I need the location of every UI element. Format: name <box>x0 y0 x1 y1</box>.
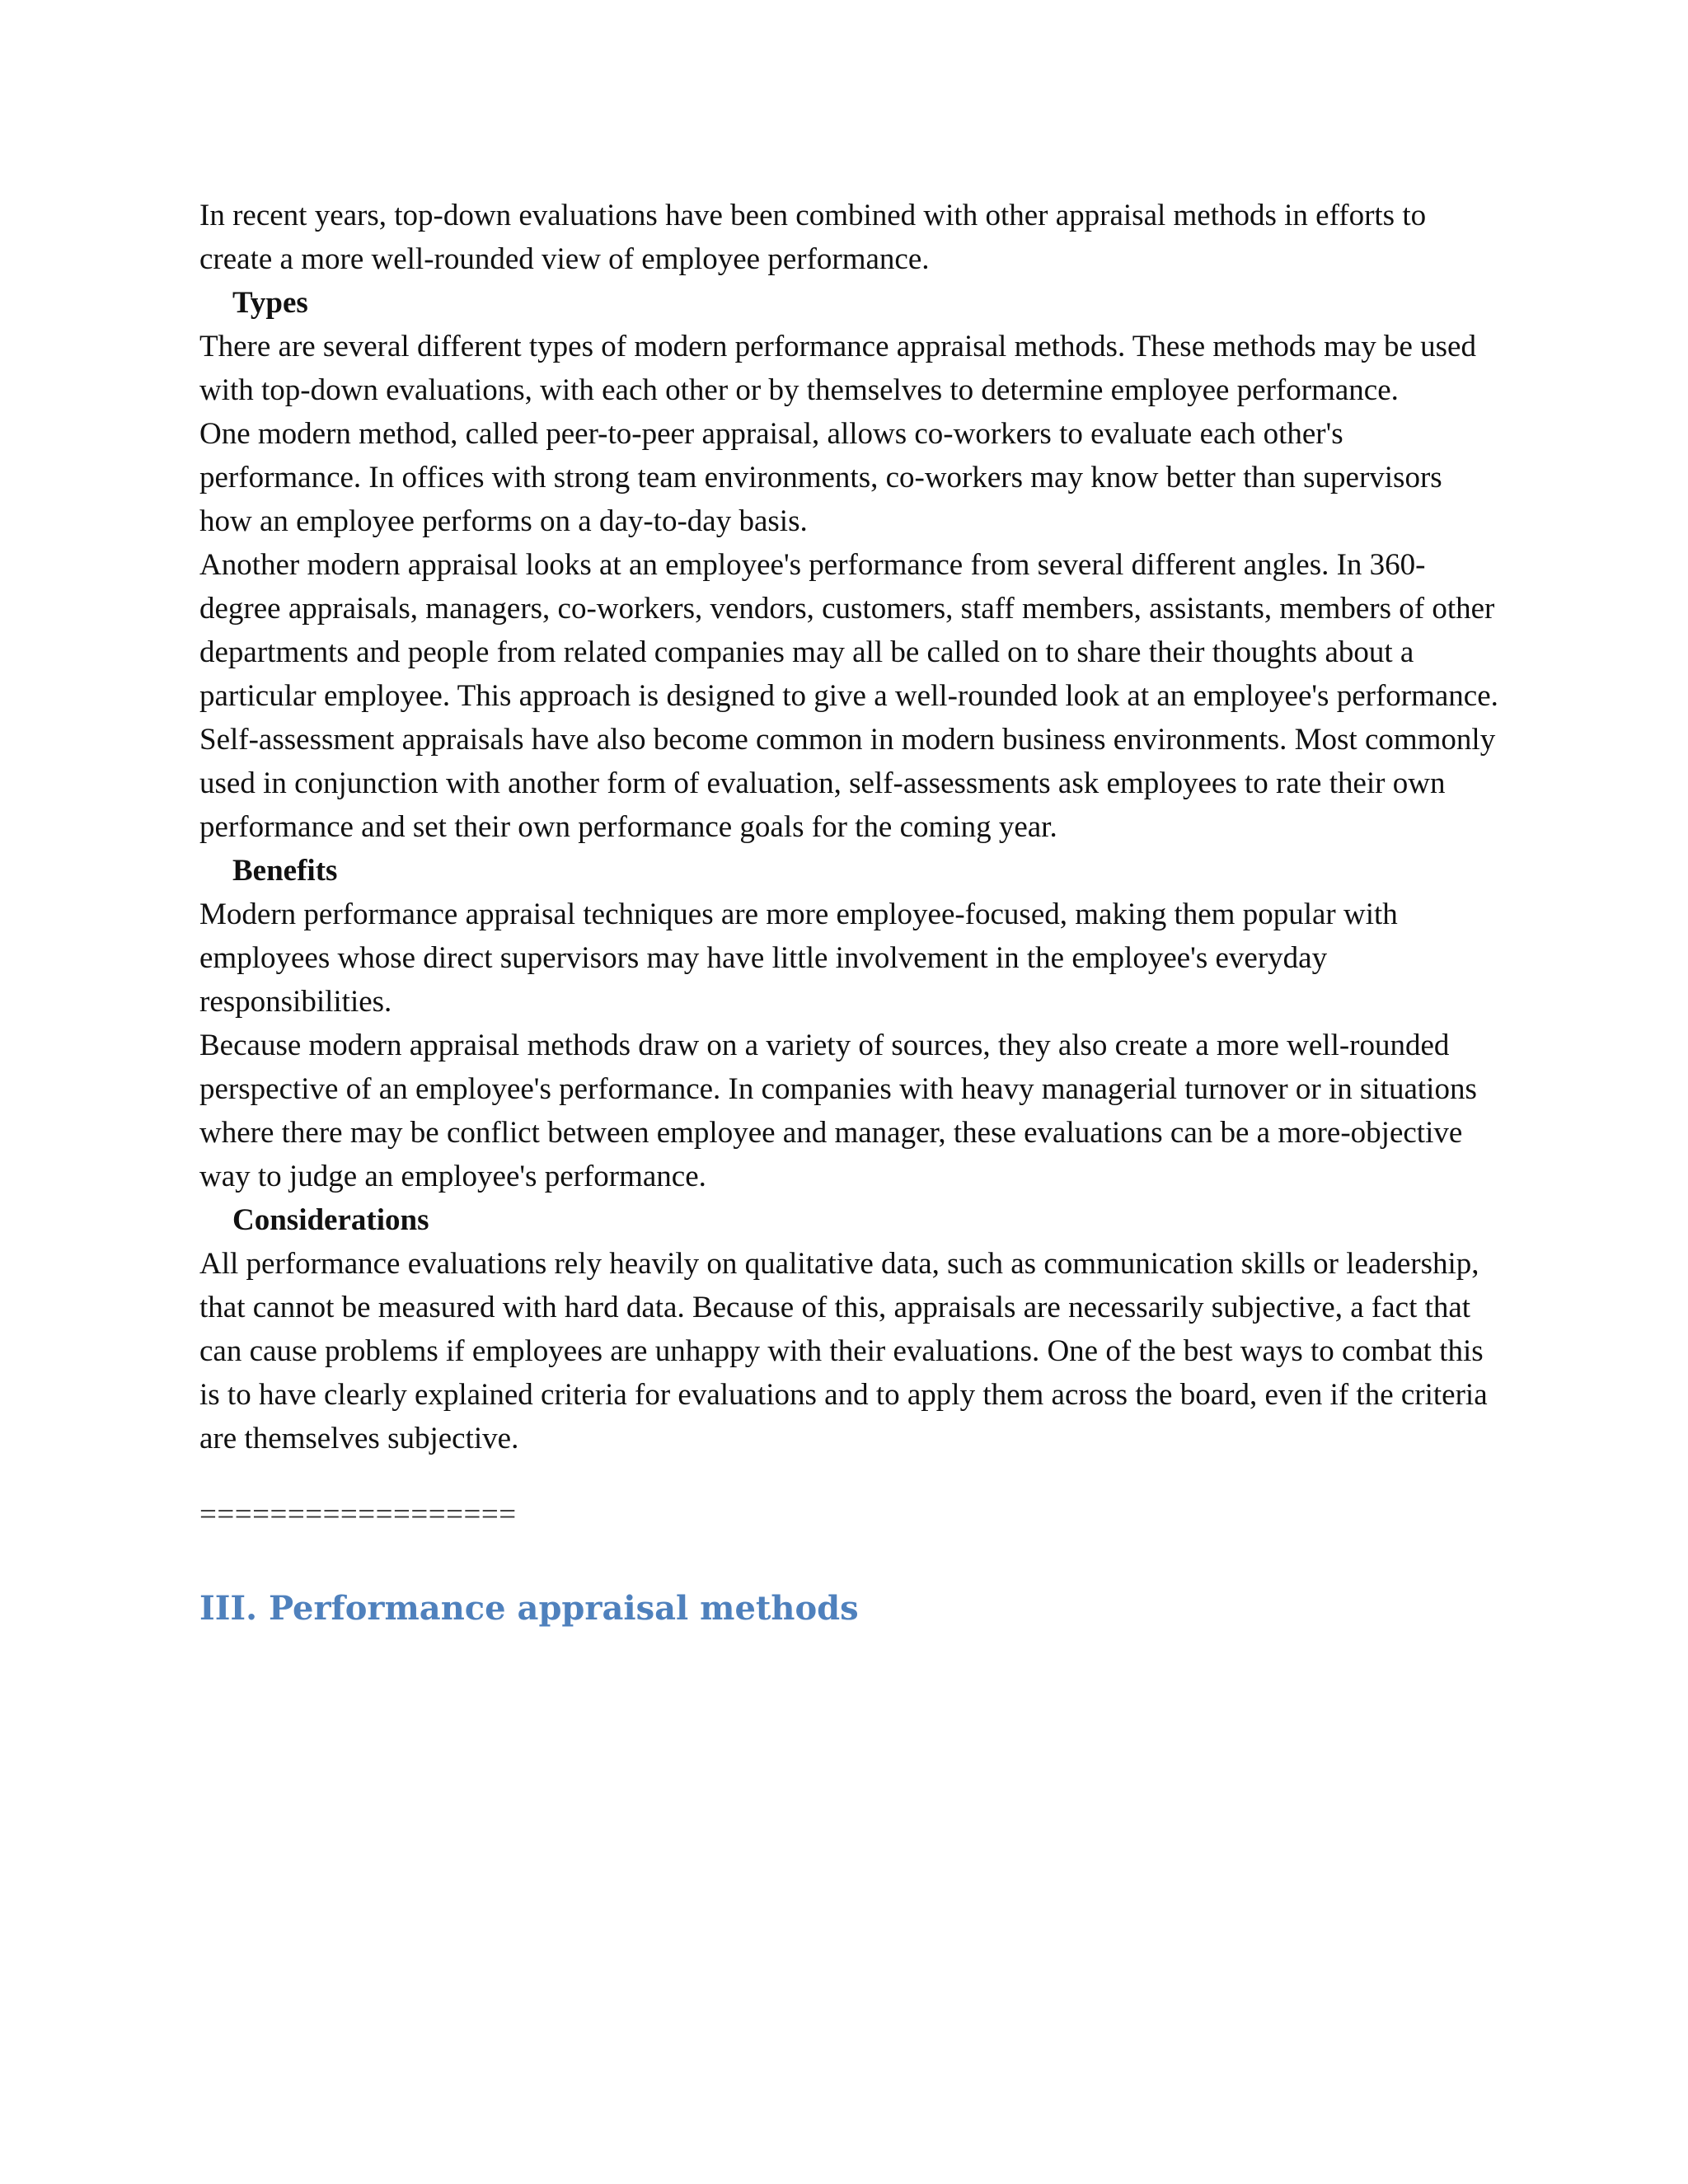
paragraph-types-1: There are several different types of modern performance appraisal methods. These methods may be used with top-down evaluations, with each other or by themselves to determine employee performance. <box>199 330 1476 407</box>
heading-considerations: Considerations <box>232 1203 429 1237</box>
paragraph-types-2: One modern method, called peer-to-peer appraisal, allows co-workers to evaluate each other's performance. In offices with strong team environments, co-workers may know better than supervisors how an employee performs on a day-to-day basis. <box>199 417 1442 538</box>
paragraph-intro: In recent years, top-down evaluations have been combined with other appraisal methods in efforts to create a more well-rounded view of employee performance. <box>199 199 1427 276</box>
heading-benefits: Benefits <box>232 854 338 888</box>
heading-types: Types <box>232 286 308 320</box>
section-title: III. Performance appraisal methods <box>199 1589 859 1628</box>
paragraph-benefits-2: Because modern appraisal methods draw on a variety of sources, they also create a more well-rounded perspective of an employee's performance. In companies with heavy managerial turnover or in situations where there may be conflict between employee and manager, these evaluations can be a more-objective way to judge an employee's performance. <box>199 1029 1477 1193</box>
paragraph-considerations-1: All performance evaluations rely heavily on qualitative data, such as communication skills or leadership, that cannot be measured with hard data. Because of this, appraisals are necessarily subjective, a fact that can cause problems if employees are unhappy with their evaluations. One of the best ways to combat this is to have clearly explained criteria for evaluations and to apply them across the board, even if the criteria are themselves subjective. <box>199 1247 1488 1455</box>
paragraph-types-3: Another modern appraisal looks at an employee's performance from several different angles. In 360-degree appraisals, managers, co-workers, vendors, customers, staff members, assistants, members of other departments and people from related companies may all be called on to share their thoughts about a particular employee. This approach is designed to give a well-rounded look at an employee's performance. <box>199 548 1498 713</box>
paragraph-benefits-1: Modern performance appraisal techniques are more employee-focused, making them popular with employees whose direct supervisors may have little involvement in the employee's everyday responsibilities. <box>199 898 1398 1019</box>
separator-line: ================== <box>199 1497 517 1531</box>
paragraph-types-4: Self-assessment appraisals have also become common in modern business environments. Most commonly used in conjunction with another form of evaluation, self-assessments ask employees to rate their own performance and set their own performance goals for the coming year. <box>199 723 1496 844</box>
document-body <box>199 194 1502 1632</box>
